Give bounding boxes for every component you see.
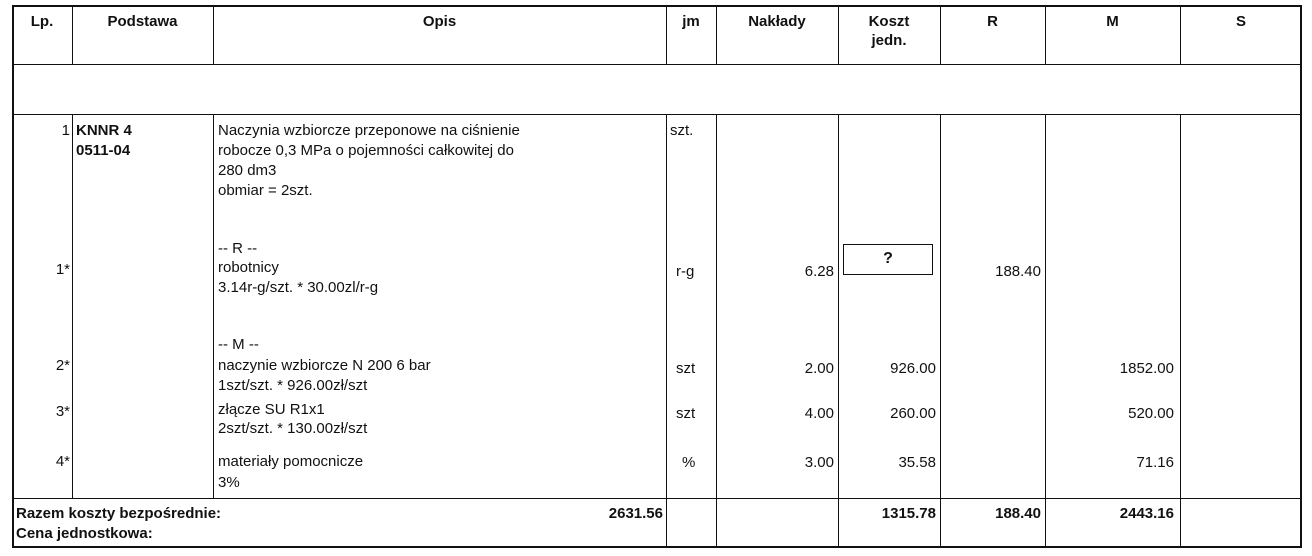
col-rule-lp-body xyxy=(72,114,73,498)
header-naklady: Nakłady xyxy=(748,13,806,30)
position-opis-line4: obmiar = 2szt. xyxy=(218,182,313,199)
col-rule-m-body xyxy=(1180,114,1181,548)
header-s: S xyxy=(1235,13,1246,30)
m-item-1-name: naczynie wzbiorcze N 200 6 bar xyxy=(218,357,431,374)
r-item-formula: 3.14r-g/szt. * 30.00zl/r-g xyxy=(218,279,379,296)
col-rule-opis-body xyxy=(666,114,667,548)
col-rule-jm-body xyxy=(716,114,717,548)
position-podstawa-line2: 0511-04 xyxy=(76,142,131,159)
m-item-1-jm: szt xyxy=(676,360,696,377)
header-lp: Lp. xyxy=(30,13,54,30)
m-item-2-naklady: 4.00 xyxy=(804,405,834,422)
header-m: M xyxy=(1106,13,1119,30)
m-item-1-m: 1852.00 xyxy=(1119,360,1174,377)
col-rule-r-body xyxy=(1045,114,1046,548)
position-opis-line2: robocze 0,3 MPa o pojemności całkowitej do xyxy=(218,142,514,159)
m-item-2-formula: 2szt/szt. * 130.00zł/szt xyxy=(218,420,368,437)
header-koszt-line2: jedn. xyxy=(871,32,907,49)
header-opis: Opis xyxy=(422,13,457,30)
position-opis-line3: 280 dm3 xyxy=(218,162,277,179)
m-item-2-name: złącze SU R1x1 xyxy=(218,401,325,418)
totals-m: 2443.16 xyxy=(1119,505,1174,522)
position-jm: szt. xyxy=(670,122,694,139)
m-item-3-lp: 4* xyxy=(55,453,70,470)
spacer-bottom-rule xyxy=(12,114,1302,115)
r-item-jm: r-g xyxy=(676,263,695,280)
unit-price-label: Cena jednostkowa: xyxy=(16,525,153,542)
m-item-2-lp: 3* xyxy=(55,403,70,420)
position-podstawa-line1: KNNR 4 xyxy=(76,122,132,139)
m-item-1-lp: 2* xyxy=(55,357,70,374)
r-section-header: -- R -- xyxy=(218,240,258,257)
col-rule-podstawa-body xyxy=(213,114,214,498)
r-item-lp: 1* xyxy=(55,261,70,278)
m-item-3-koszt: 35.58 xyxy=(898,454,936,471)
position-opis-line1: Naczynia wzbiorcze przeponowe na ciśnienie xyxy=(218,122,520,139)
col-rule-naklady-body xyxy=(838,114,839,548)
totals-koszt: 1315.78 xyxy=(881,505,936,522)
header-koszt-line1: Koszt xyxy=(868,13,910,30)
col-rule-koszt-body xyxy=(940,114,941,548)
totals-label: Razem koszty bezpośrednie: xyxy=(16,505,222,522)
r-item-name: robotnicy xyxy=(218,259,279,276)
position-lp: 1 xyxy=(61,122,70,139)
m-item-3-name: materiały pomocnicze xyxy=(218,453,364,470)
r-item-naklady: 6.28 xyxy=(804,263,834,280)
m-item-3-formula: 3% xyxy=(218,474,240,491)
header-r: R xyxy=(987,13,998,30)
unknown-cost-box: ? xyxy=(843,244,933,275)
m-item-1-koszt: 926.00 xyxy=(890,360,936,377)
header-podstawa: Podstawa xyxy=(107,13,178,30)
m-item-1-formula: 1szt/szt. * 926.00zł/szt xyxy=(218,377,368,394)
totals-value: 2631.56 xyxy=(608,505,663,522)
totals-top-rule xyxy=(12,498,1302,499)
m-section-header: -- M -- xyxy=(218,336,259,353)
totals-r: 188.40 xyxy=(995,505,1041,522)
header-bottom-rule xyxy=(12,64,1302,65)
m-item-3-m: 71.16 xyxy=(1136,454,1174,471)
m-item-2-m: 520.00 xyxy=(1128,405,1174,422)
m-item-2-koszt: 260.00 xyxy=(890,405,936,422)
m-item-3-naklady: 3.00 xyxy=(804,454,834,471)
m-item-2-jm: szt xyxy=(676,405,696,422)
header-jm: jm xyxy=(682,13,700,30)
m-item-1-naklady: 2.00 xyxy=(804,360,834,377)
m-item-3-jm: % xyxy=(682,454,696,471)
r-item-r: 188.40 xyxy=(995,263,1041,280)
